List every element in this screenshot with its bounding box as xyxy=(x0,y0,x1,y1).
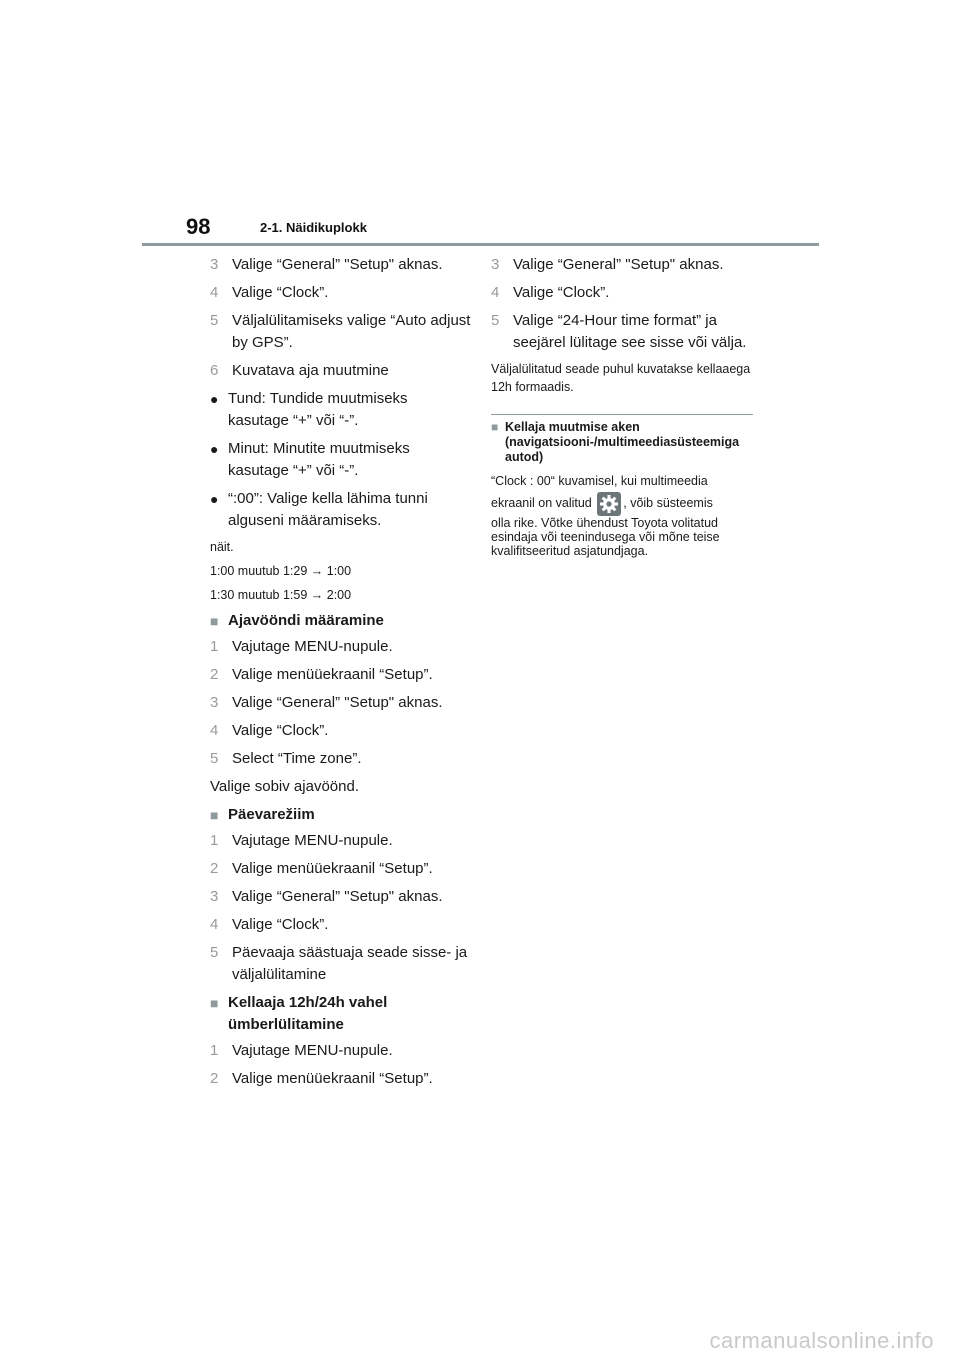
step-number: 5 xyxy=(491,312,500,329)
step-number: 5 xyxy=(210,750,219,767)
square-icon: ■ xyxy=(210,613,219,629)
step xyxy=(210,914,472,936)
paragraph: Väljalülitatud seade puhul kuvatakse kellaaega 12h formaadis. xyxy=(491,362,751,394)
step xyxy=(210,858,472,880)
step-text: Vajutage MENU-nupule. xyxy=(232,832,393,849)
step-text: Valige “General” "Setup" aknas. xyxy=(513,256,724,273)
step-number: 3 xyxy=(210,256,219,273)
step xyxy=(210,720,472,742)
heading-text: Ajavööndi määramine xyxy=(228,612,384,629)
step-number: 4 xyxy=(210,916,219,933)
step-text: Väljalülitamiseks valige “Auto adjust by GPS”. xyxy=(232,312,471,351)
step-text: Vajutage MENU-nupule. xyxy=(232,1042,393,1059)
step-number: 1 xyxy=(210,638,219,655)
step-text: Valige “Clock”. xyxy=(513,284,610,301)
watermark: carmanualsonline.info xyxy=(709,1328,934,1353)
step-text: Valige menüüekraanil “Setup”. xyxy=(232,860,433,877)
note-line: olla rike. Võtke ühendust Toyota volitatud esindaja või teenindusega või mõne teise kvalifitseeritud asjatundjaga. xyxy=(491,516,720,558)
step-text: Valige “Clock”. xyxy=(232,916,329,933)
step-text: Valige “General” "Setup" aknas. xyxy=(232,256,443,273)
step xyxy=(210,830,472,852)
subsection-heading xyxy=(210,992,472,1036)
bullet-text: “:00”: Valige kella lähima tunni alguseni määramiseks. xyxy=(228,490,428,529)
step-number: 3 xyxy=(210,888,219,905)
step-text: Valige menüüekraanil “Setup”. xyxy=(232,666,433,683)
bullet-text: Tund: Tundide muutmiseks kasutage “+” või “-”. xyxy=(228,390,408,429)
step xyxy=(491,254,753,276)
paragraph: Valige sobiv ajavöönd. xyxy=(210,778,359,795)
subsection-heading xyxy=(210,610,472,632)
step-number: 2 xyxy=(210,666,219,683)
step-text: Valige “General” "Setup" aknas. xyxy=(232,694,443,711)
step-number: 4 xyxy=(491,284,500,301)
left-column xyxy=(210,254,472,1096)
step xyxy=(210,942,472,986)
step xyxy=(210,360,472,382)
note-line: “Clock : 00“ kuvamisel, kui multimeedia xyxy=(491,474,708,488)
step xyxy=(491,310,753,354)
step-text: Kuvatava aja muutmine xyxy=(232,362,389,379)
bullet-item xyxy=(210,488,472,532)
square-icon: ■ xyxy=(210,995,219,1011)
step-text: Vajutage MENU-nupule. xyxy=(232,638,393,655)
bullet-item xyxy=(210,438,472,482)
note-text: ekraanil on valitud xyxy=(491,496,592,510)
note-heading-text: Kellaja muutmise aken (navigatsiooni-/multimeediasüsteemiga autod) xyxy=(505,420,740,464)
step xyxy=(210,254,472,276)
heading-text: Kellaaja 12h/24h vahel ümberlülitamine xyxy=(228,994,388,1033)
step xyxy=(210,748,472,770)
right-column xyxy=(491,254,753,558)
step-number: 1 xyxy=(210,1042,219,1059)
bullet-item xyxy=(210,388,472,432)
step xyxy=(210,692,472,714)
page-number: 98 xyxy=(186,214,211,239)
step xyxy=(210,664,472,686)
note-divider xyxy=(491,414,753,415)
step-number: 2 xyxy=(210,1070,219,1087)
step xyxy=(491,282,753,304)
step-number: 3 xyxy=(210,694,219,711)
subsection-heading xyxy=(210,804,472,826)
step-number: 4 xyxy=(210,284,219,301)
gear-icon xyxy=(597,492,621,516)
step-text: Päevaaja säästuaja seade sisse- ja väljalülitamine xyxy=(232,944,468,983)
bullet-icon: ● xyxy=(210,491,219,507)
bullet-icon: ● xyxy=(210,391,219,407)
step-text: Valige “24-Hour time format” ja seejärel lülitage see sisse või välja. xyxy=(513,312,747,351)
note-body xyxy=(491,472,753,558)
header-rule xyxy=(142,243,819,246)
step xyxy=(210,282,472,304)
step-number: 1 xyxy=(210,832,219,849)
note-text: , võib süsteemis xyxy=(623,496,713,510)
square-icon: ■ xyxy=(210,807,219,823)
example-label: näit. xyxy=(210,540,234,554)
bullet-icon: ● xyxy=(210,441,219,457)
note-line xyxy=(491,490,753,516)
step-text: Valige “Clock”. xyxy=(232,284,329,301)
section-title: 2-1. Näidikuplokk xyxy=(260,220,367,235)
step-number: 2 xyxy=(210,860,219,877)
step xyxy=(210,310,472,354)
step-text: Valige menüüekraanil “Setup”. xyxy=(232,1070,433,1087)
square-icon: ■ xyxy=(491,420,499,434)
example-line: 1:00 muutub 1:29 → 1:00 xyxy=(210,564,352,578)
step-number: 5 xyxy=(210,312,219,329)
step-text: Valige “General” "Setup" aknas. xyxy=(232,888,443,905)
step-number: 4 xyxy=(210,722,219,739)
bullet-text: Minut: Minutite muutmiseks kasutage “+” või “-”. xyxy=(228,440,410,479)
step xyxy=(210,1040,472,1062)
note-heading xyxy=(491,420,753,465)
step-number: 3 xyxy=(491,256,500,273)
step-text: Select “Time zone”. xyxy=(232,750,362,767)
heading-text: Päevarežiim xyxy=(228,806,315,823)
step-number: 6 xyxy=(210,362,219,379)
step-text: Valige “Clock”. xyxy=(232,722,329,739)
step xyxy=(210,886,472,908)
step xyxy=(210,1068,472,1090)
step xyxy=(210,636,472,658)
example-line: 1:30 muutub 1:59 → 2:00 xyxy=(210,588,352,602)
step-number: 5 xyxy=(210,944,219,961)
